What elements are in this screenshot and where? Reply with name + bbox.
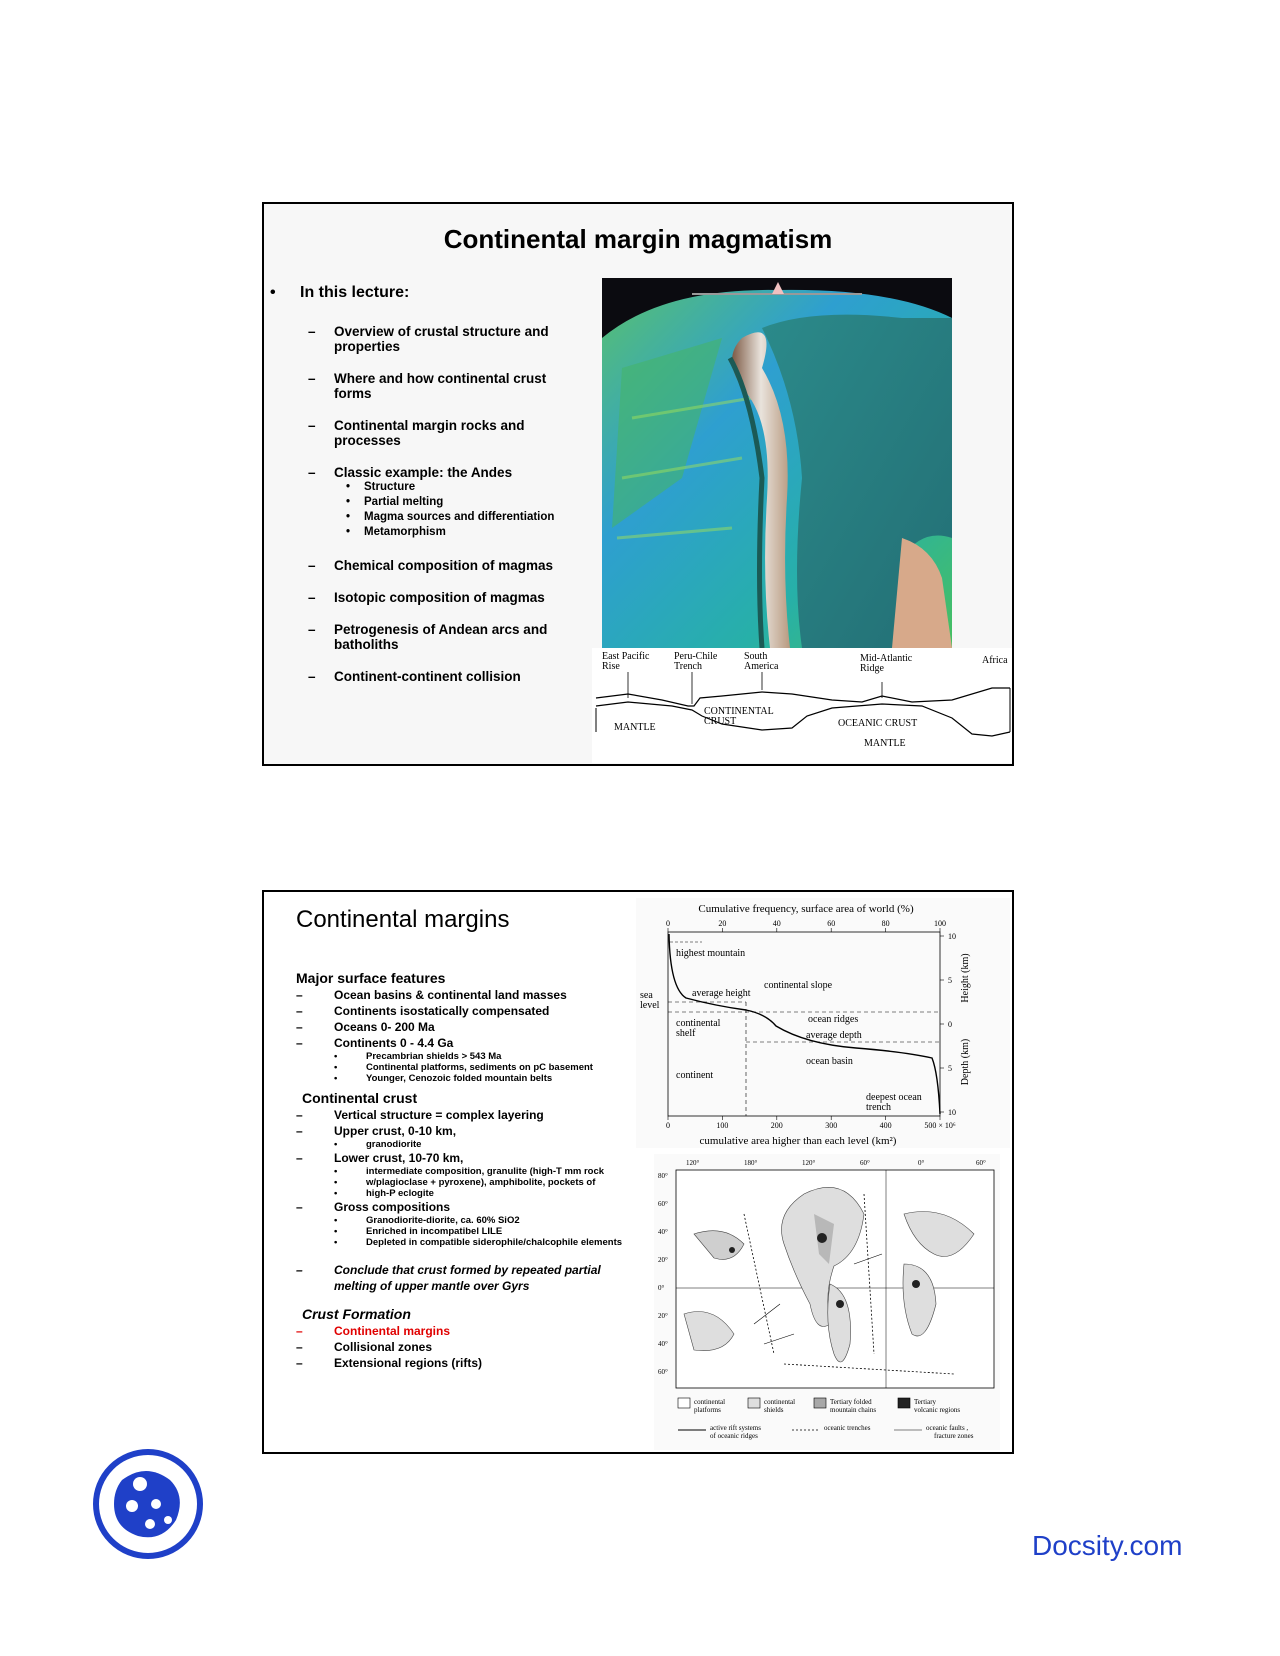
label-continental-slope: continental slope (764, 980, 833, 991)
right-tick: 5 (948, 976, 952, 985)
continental-crust-list (296, 1107, 656, 1248)
slide-title: Continental margins (296, 906, 510, 933)
label-ocean-ridges: ocean ridges (808, 1014, 859, 1025)
longitude-label: 180° (744, 1159, 758, 1167)
latitude-label: 20° (658, 1312, 668, 1320)
outline-item-text: – Classic example: the Andes (308, 465, 513, 480)
conclusion: – Conclude that crust formed by repeated partial melting of upper mantle over Gyrs (296, 1263, 601, 1293)
label-oceanic-crust: OCEANIC CRUST (838, 718, 918, 729)
label-ocean-basin: ocean basin (806, 1056, 853, 1067)
outline-item-text: – Continental margin rocks and processes (308, 418, 525, 448)
outline-subitem: • Metamorphism (346, 526, 446, 538)
label-mantle-left: MANTLE (614, 722, 656, 733)
longitude-label: 120° (802, 1159, 816, 1167)
list-item: – Gross compositions (296, 1200, 451, 1214)
latitude-label: 20° (658, 1256, 668, 1264)
latitude-label: 40° (658, 1228, 668, 1236)
label-highest-mountain: highest mountain (676, 948, 746, 959)
outline-items (270, 324, 580, 684)
docsity-logo (92, 1448, 204, 1560)
heading-major-surface-features: Major surface features (296, 970, 446, 986)
docsity-link[interactable]: Docsity.com (1032, 1530, 1183, 1561)
list-subitem: • intermediate composition, granulite (high-T mm rock (334, 1166, 605, 1177)
label-continental-crust: CONTINENTAL CRUST (704, 706, 774, 727)
legend-oceanic-faults: oceanic faults , fracture zones (926, 1424, 974, 1440)
list-subitem: • granodiorite (334, 1139, 422, 1150)
list-subitem: • w/plagioclase + pyroxene), amphibolite, pockets of (334, 1177, 596, 1188)
hypsometric-curve-figure (636, 898, 1010, 1148)
legend-oceanic-trenches: oceanic trenches (824, 1424, 871, 1432)
label-average-height: average height (692, 988, 751, 999)
outline-item (270, 590, 580, 605)
formation-item: – Continental margins (296, 1324, 451, 1338)
ocean-continent-profile (592, 648, 1012, 763)
outline-item (270, 371, 580, 401)
top-axis-label: Cumulative frequency, surface area of world (%) (698, 903, 914, 915)
list-item: – Lower crust, 10-70 km, (296, 1151, 464, 1165)
outline-item (270, 418, 580, 448)
label-east-pacific-rise: East Pacific Rise (602, 651, 650, 672)
top-tick: 60 (827, 919, 836, 928)
label-average-depth: average depth (806, 1030, 862, 1041)
outline-item-text: – Isotopic composition of magmas (308, 590, 545, 605)
label-mid-atlantic-ridge: Mid-Atlantic Ridge (860, 653, 913, 674)
top-tick: 100 (934, 919, 946, 928)
formation-item: – Extensional regions (rifts) (296, 1356, 483, 1370)
list-subitem: • Granodiorite-diorite, ca. 60% SiO2 (334, 1215, 520, 1226)
list-item: – Continents 0 - 4.4 Ga (296, 1036, 454, 1050)
latitude-label: 40° (658, 1340, 668, 1348)
right-tick: 5 (948, 1064, 952, 1073)
outline-item (270, 324, 580, 354)
list-subitem: • Younger, Cenozoic folded mountain belts (334, 1073, 553, 1084)
slide-title: Continental margin magmatism (443, 224, 833, 254)
heading-continental-crust: Continental crust (302, 1090, 418, 1106)
latitude-label: 0° (658, 1284, 665, 1292)
list-item: – Continents isostatically compensated (296, 1004, 550, 1018)
latitude-label: 80° (658, 1172, 668, 1180)
outline-item-text: – Overview of crustal structure and properties (308, 324, 549, 354)
list-subitem: • high-P eclogite (334, 1188, 434, 1199)
legend-continental-platforms: continental platforms (694, 1398, 726, 1414)
list-item: – Ocean basins & continental land masses (296, 988, 567, 1002)
bullet-marker: • (270, 284, 276, 301)
outline-item (270, 622, 580, 652)
outline-item-text: – Continent-continent collision (308, 669, 521, 684)
bottom-axis-label: cumulative area higher than each level (km²) (699, 1135, 897, 1147)
legend-tertiary-volcanic: Tertiary volcanic regions (914, 1398, 961, 1414)
outline-subitem: • Structure (346, 481, 416, 493)
list-subitem: • Continental platforms, sediments on pC basement (334, 1062, 593, 1073)
outline-subitem: • Magma sources and differentiation (346, 511, 555, 523)
slide-continental-margins (262, 890, 1014, 1454)
latitude-label: 60° (658, 1200, 668, 1208)
label-south-america: South America (744, 651, 779, 672)
major-features-list (296, 987, 656, 1084)
top-tick: 0 (666, 919, 670, 928)
outline-item-text: – Chemical composition of magmas (308, 558, 554, 573)
list-subitem: • Depleted in compatible siderophile/chalcophile elements (334, 1237, 623, 1248)
list-subitem: • Precambrian shields > 543 Ma (334, 1051, 502, 1062)
outline-item (270, 558, 580, 573)
label-sea-level: sea level (640, 990, 660, 1011)
outline-item-text: – Where and how continental crust forms (308, 371, 547, 401)
bottom-tick: 300 (825, 1121, 838, 1130)
longitude-label: 120° (686, 1159, 700, 1167)
outline-item-text: – Petrogenesis of Andean arcs and batholiths (308, 622, 548, 652)
top-tick: 20 (718, 919, 727, 928)
latitude-label: 60° (658, 1368, 668, 1376)
depth-axis-label: Depth (km) (960, 1038, 971, 1086)
label-deepest-trench: deepest ocean trench (866, 1092, 922, 1113)
formation-item: – Collisional zones (296, 1340, 433, 1354)
legend-continental-shields: continental shields (764, 1398, 796, 1414)
bottom-tick: 0 (666, 1121, 670, 1130)
label-continent: continent (676, 1070, 714, 1081)
bottom-tick: 200 (770, 1121, 783, 1130)
outline-intro: • In this lecture: (270, 284, 410, 301)
right-tick: 0 (948, 1020, 952, 1029)
andes-relief-image (602, 278, 952, 648)
list-subitem: • Enriched in incompatibel LILE (334, 1226, 503, 1237)
list-item: – Vertical structure = complex layering (296, 1108, 544, 1122)
world-geology-map (654, 1154, 1000, 1450)
bottom-tick: 500 × 10⁶ (924, 1121, 956, 1130)
legend-tertiary-folded: Tertiary folded mountain chains (830, 1398, 877, 1414)
label-continental-shelf: continental shelf (676, 1018, 721, 1039)
list-item: – Upper crust, 0-10 km, (296, 1124, 457, 1138)
right-tick: 10 (948, 932, 956, 941)
outline-item (270, 669, 580, 684)
label-mantle-bottom: MANTLE (864, 738, 906, 749)
longitude-label: 60° (976, 1159, 986, 1167)
top-tick: 40 (772, 919, 781, 928)
label-africa: Africa (982, 655, 1008, 666)
top-tick: 80 (881, 919, 890, 928)
outline-item (270, 465, 580, 540)
slide-continental-margin-magmatism (262, 202, 1014, 766)
bottom-tick: 400 (879, 1121, 892, 1130)
slide-body (296, 970, 656, 1371)
longitude-label: 60° (860, 1159, 870, 1167)
right-tick: 10 (948, 1108, 956, 1117)
list-item: – Oceans 0- 200 Ma (296, 1020, 435, 1034)
longitude-label: 0° (918, 1159, 925, 1167)
label-peru-chile-trench: Peru-Chile Trench (674, 651, 718, 672)
legend-rift-systems: active rift systems of oceanic ridges (710, 1424, 761, 1440)
lecture-outline (270, 284, 580, 684)
crust-formation-list (296, 1323, 656, 1371)
outline-subitem: • Partial melting (346, 496, 444, 508)
bottom-tick: 100 (716, 1121, 729, 1130)
height-axis-label: Height (km) (960, 953, 971, 1003)
heading-crust-formation: Crust Formation (302, 1306, 411, 1322)
